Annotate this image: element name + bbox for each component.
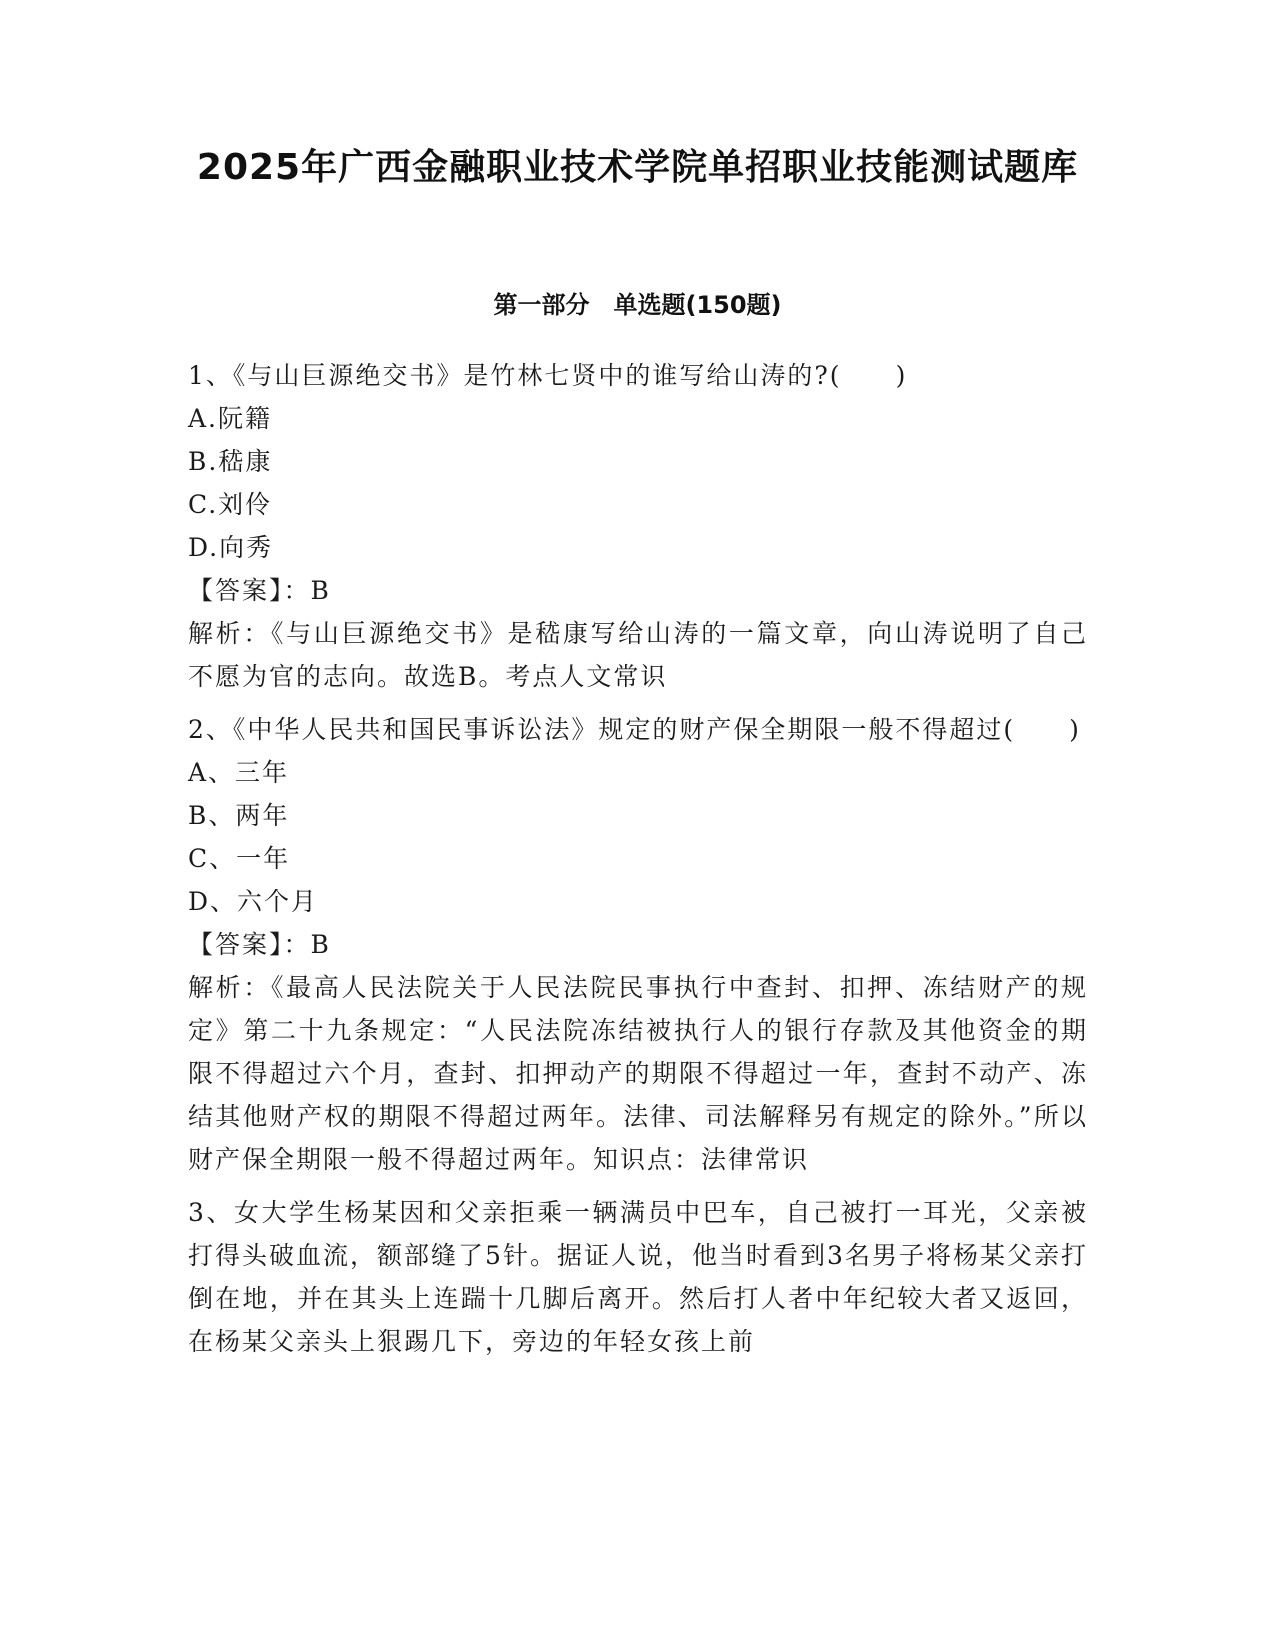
explanation: 解析：《与山巨源绝交书》是嵇康写给山涛的一篇文章，向山涛说明了自己不愿为官的志向。故选B。考点人文常识 bbox=[188, 619, 1088, 691]
question-3 bbox=[188, 1191, 1088, 1363]
explanation: 解析：《最高人民法院关于人民法院民事执行中查封、扣押、冻结财产的规定》第二十九条规定：“人民法院冻结被执行人的银行存款及其他资金的期限不得超过六个月，查封、扣押动产的期限不得超过一年，查封不动产、冻结其他财产权的期限不得超过两年。法律、司法解释另有规定的除外。”所以财产保全期限一般不得超过两年。知识点：法律常识 bbox=[188, 973, 1088, 1174]
question-list bbox=[188, 354, 1088, 1373]
section-title: 第一部分 单选题(150题) bbox=[493, 291, 782, 319]
answer-line: 【答案】：B bbox=[188, 576, 331, 605]
option-b: B、两年 bbox=[188, 801, 290, 830]
document-title: 2025年广西金融职业技术学院单招职业技能测试题库 bbox=[196, 147, 1079, 188]
question-stem: 2、《中华人民共和国民事诉讼法》规定的财产保全期限一般不得超过( ) bbox=[188, 715, 1081, 744]
question-stem: 3、女大学生杨某因和父亲拒乘一辆满员中巴车，自己被打一耳光，父亲被打得头破血流，额部缝了5针。据证人说，他当时看到3名男子将杨某父亲打倒在地，并在其头上连踹十几脚后离开。然后打人者中年纪较大者又返回，在杨某父亲头上狠踢几下，旁边的年轻女孩上前 bbox=[188, 1198, 1088, 1356]
answer-line: 【答案】：B bbox=[188, 930, 331, 959]
option-d: D、六个月 bbox=[188, 887, 319, 916]
question-1 bbox=[188, 354, 1088, 698]
option-a: A、三年 bbox=[188, 758, 290, 787]
option-d: D.向秀 bbox=[188, 533, 274, 562]
question-stem: 1、《与山巨源绝交书》是竹林七贤中的谁写给山涛的?( ) bbox=[188, 361, 908, 390]
option-b: B.嵇康 bbox=[188, 447, 273, 476]
question-2 bbox=[188, 708, 1088, 1181]
option-a: A.阮籍 bbox=[188, 404, 273, 433]
option-c: C.刘伶 bbox=[188, 490, 273, 519]
option-c: C、一年 bbox=[188, 844, 291, 873]
